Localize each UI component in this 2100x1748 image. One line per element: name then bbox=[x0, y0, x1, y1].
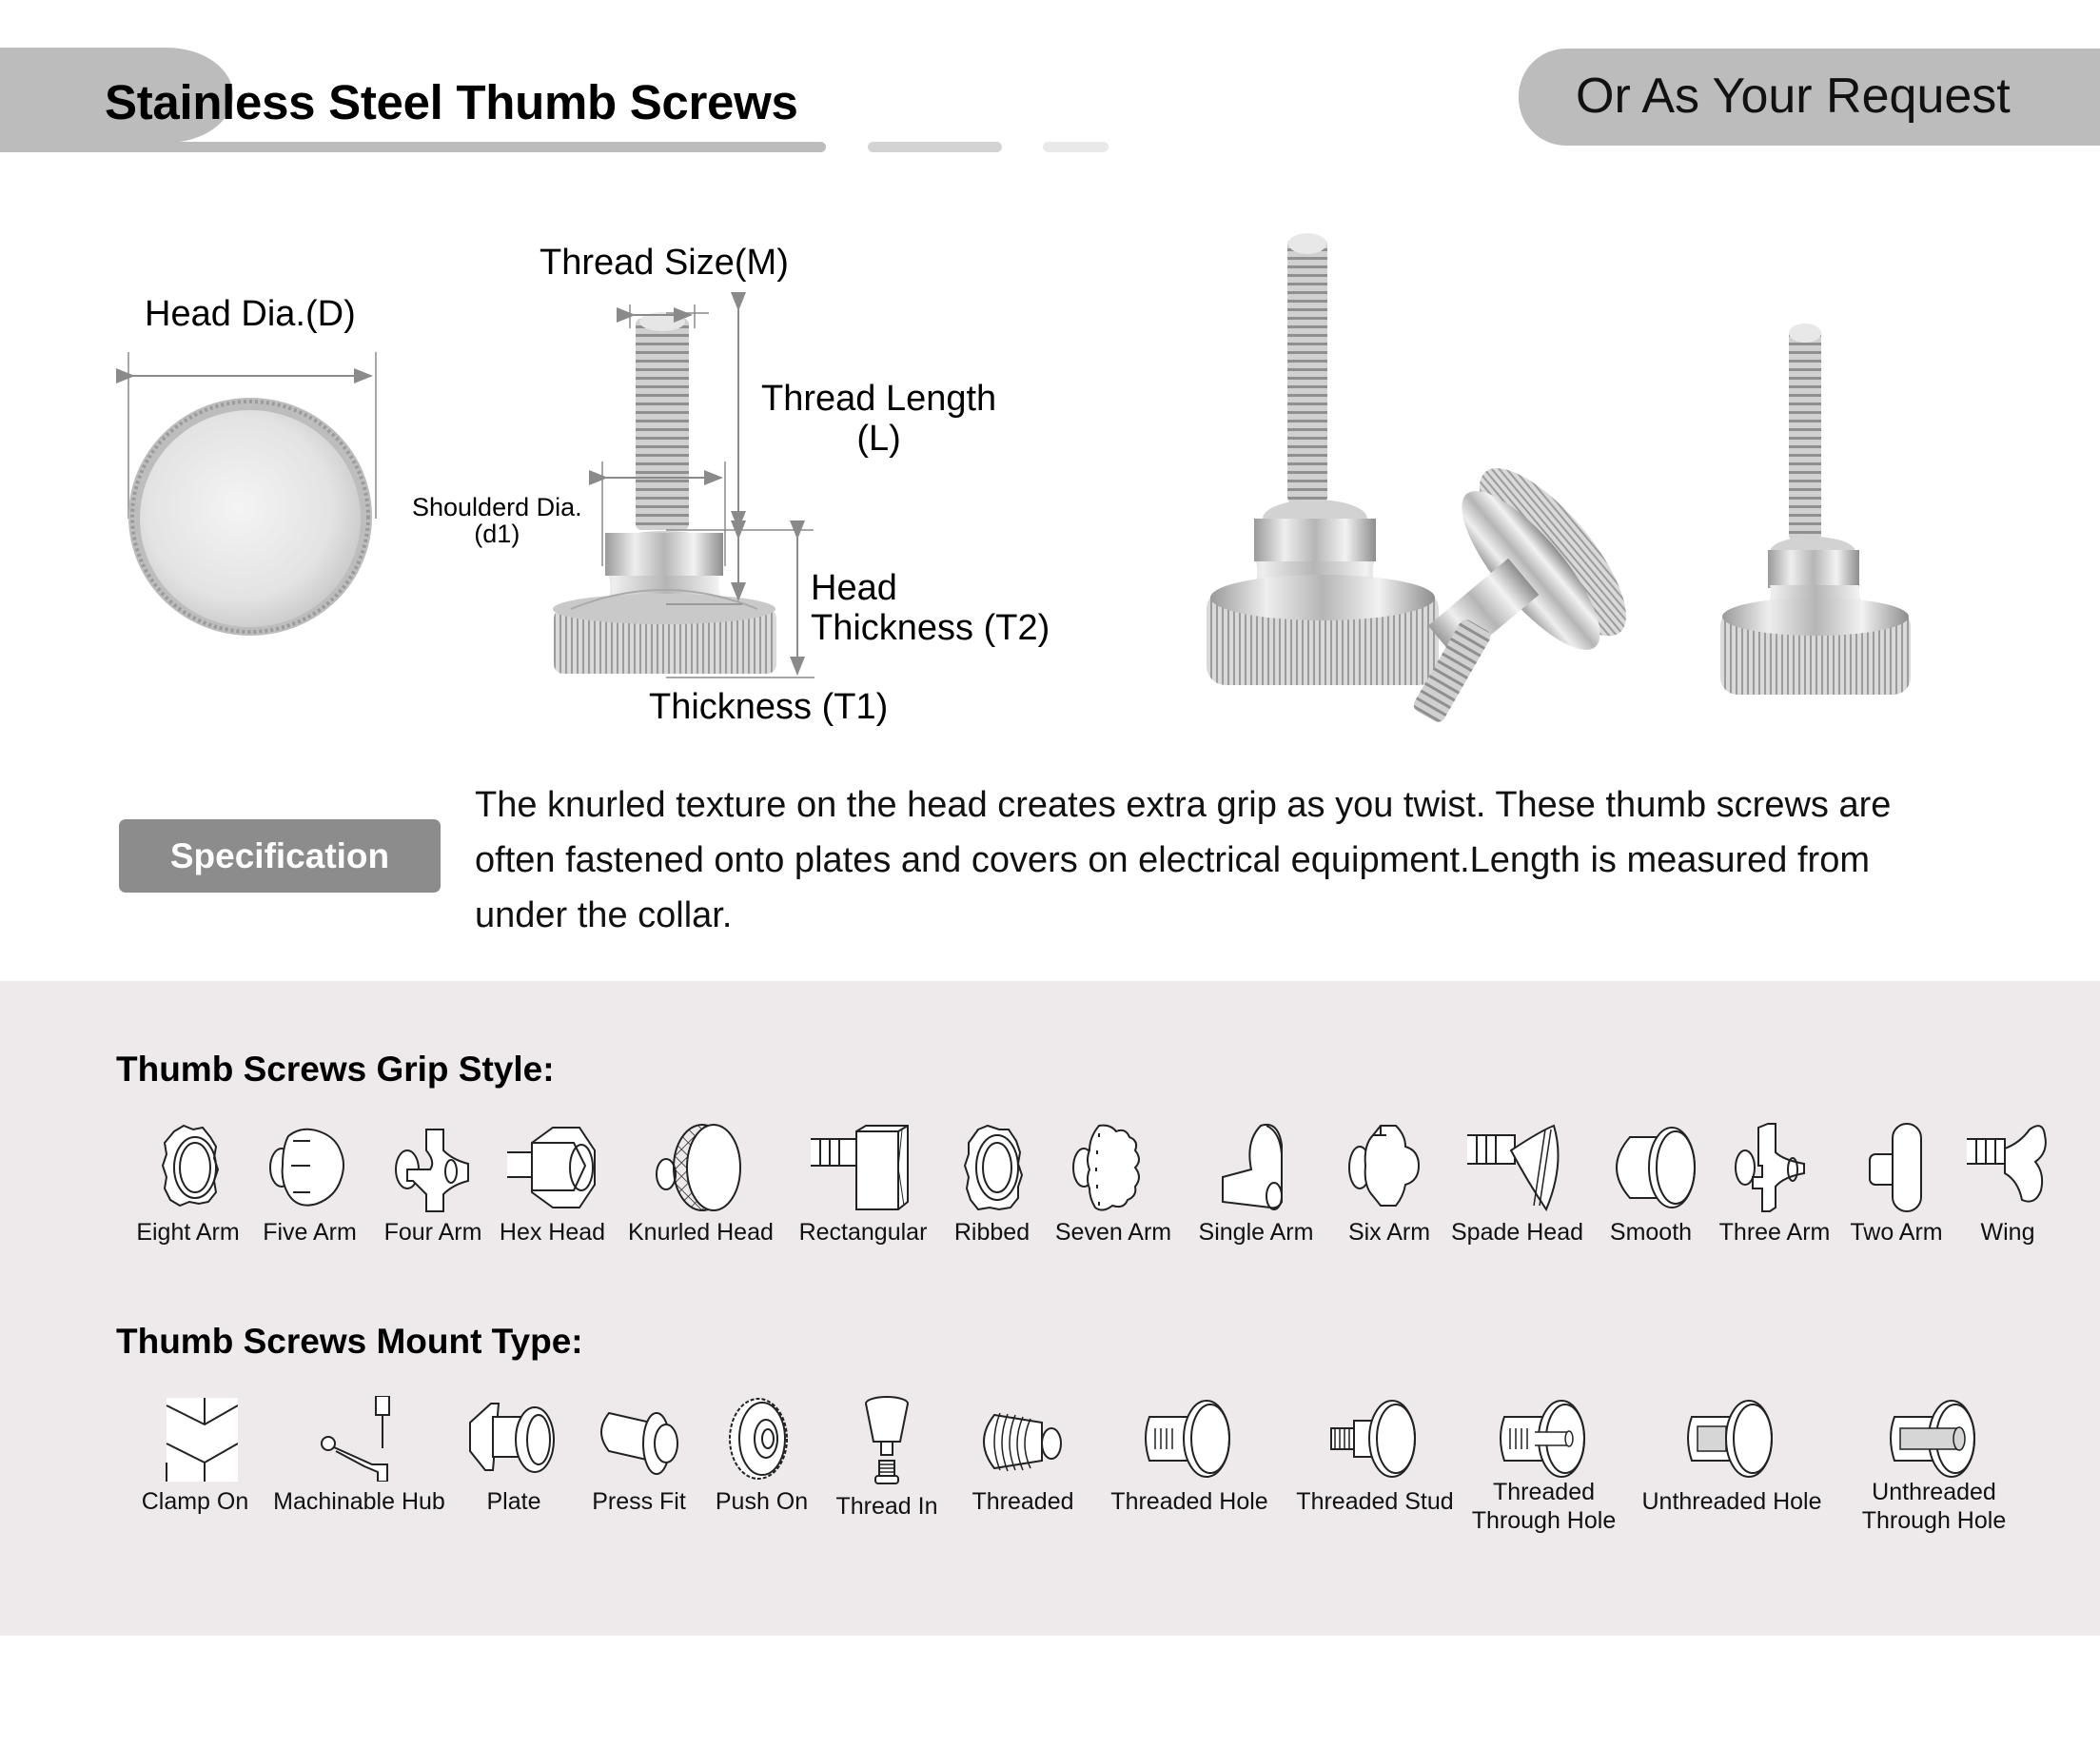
mount-type-label: Threaded bbox=[971, 1488, 1074, 1515]
push-on-icon bbox=[724, 1396, 800, 1482]
threaded-through-hole-icon bbox=[1497, 1396, 1592, 1482]
mount-type-label: Threaded Hole bbox=[1110, 1488, 1268, 1515]
four-arm-knob-icon bbox=[390, 1122, 476, 1212]
mount-type-label: Press Fit bbox=[592, 1488, 686, 1515]
grip-style-label: Two Arm bbox=[1850, 1219, 1943, 1246]
screw-side-view-icon bbox=[553, 304, 814, 678]
three-arm-knob-icon bbox=[1732, 1122, 1817, 1212]
grip-style-label: Smooth bbox=[1609, 1219, 1693, 1246]
grip-style-label: Four Arm bbox=[383, 1219, 482, 1246]
grip-style-item[interactable] bbox=[1337, 1122, 1442, 1247]
hex-head-icon bbox=[505, 1122, 600, 1212]
six-arm-knob-icon bbox=[1346, 1122, 1432, 1212]
press-fit-icon bbox=[592, 1396, 687, 1482]
rectangular-head-icon bbox=[809, 1122, 918, 1212]
machinable-hub-icon bbox=[317, 1396, 402, 1482]
grip-style-label: Ribbed bbox=[953, 1219, 1030, 1246]
grip-style-label: Six Arm bbox=[1347, 1219, 1431, 1246]
mount-type-item[interactable] bbox=[1289, 1396, 1461, 1516]
grip-style-label: Spade Head bbox=[1451, 1219, 1584, 1246]
grip-style-item[interactable] bbox=[1194, 1122, 1318, 1247]
mount-type-title: Thumb Screws Mount Type: bbox=[116, 1322, 583, 1361]
wing-head-icon bbox=[1965, 1122, 2051, 1212]
grip-style-item[interactable] bbox=[1451, 1122, 1584, 1247]
grip-style-item[interactable] bbox=[628, 1122, 774, 1247]
single-arm-knob-icon bbox=[1213, 1122, 1299, 1212]
grip-style-item[interactable] bbox=[947, 1122, 1037, 1247]
thickness-label: Thickness (T1) bbox=[649, 687, 889, 727]
grip-style-item[interactable] bbox=[1955, 1122, 2060, 1247]
mount-type-label: Plate bbox=[486, 1488, 541, 1515]
mount-type-label: Threaded Stud bbox=[1296, 1488, 1454, 1515]
head-thickness-label: Head Thickness (T2) bbox=[811, 568, 1050, 648]
five-arm-knob-icon bbox=[265, 1122, 355, 1212]
product-photo bbox=[1207, 233, 1911, 761]
mount-type-item[interactable] bbox=[271, 1396, 447, 1516]
threaded-stud-icon bbox=[1327, 1396, 1423, 1482]
grip-style-label: Single Arm bbox=[1198, 1219, 1314, 1246]
unthreaded-through-hole-icon bbox=[1887, 1396, 1982, 1482]
grip-style-label: Three Arm bbox=[1718, 1219, 1831, 1246]
grip-style-label: Hex Head bbox=[499, 1219, 606, 1246]
mount-type-label: Threaded Through Hole bbox=[1471, 1479, 1617, 1534]
head-top-view-icon bbox=[128, 352, 376, 636]
grip-style-item[interactable] bbox=[133, 1122, 243, 1247]
mount-type-label: Unthreaded Hole bbox=[1641, 1488, 1822, 1515]
mount-type-item[interactable] bbox=[1465, 1396, 1622, 1535]
grip-style-item[interactable] bbox=[1051, 1122, 1175, 1247]
grip-style-item[interactable] bbox=[255, 1122, 364, 1247]
plate-mount-icon bbox=[466, 1396, 561, 1482]
spade-head-icon bbox=[1465, 1122, 1565, 1212]
unthreaded-hole-icon bbox=[1684, 1396, 1779, 1482]
grip-style-item[interactable] bbox=[1589, 1122, 1713, 1247]
screw-dimension-illustration bbox=[0, 0, 2100, 761]
specification-badge: Specification bbox=[119, 819, 441, 893]
grip-style-title: Thumb Screws Grip Style: bbox=[116, 1050, 555, 1089]
grip-style-label: Eight Arm bbox=[136, 1219, 240, 1246]
grip-style-label: Five Arm bbox=[263, 1219, 357, 1246]
mount-type-item[interactable] bbox=[961, 1396, 1085, 1516]
smooth-head-icon bbox=[1601, 1122, 1701, 1212]
mount-type-label: Thread In bbox=[835, 1493, 938, 1520]
thread-size-label: Thread Size(M) bbox=[540, 243, 789, 283]
mount-type-item[interactable] bbox=[1851, 1396, 2017, 1535]
page-title: Stainless Steel Thumb Screws bbox=[105, 75, 798, 129]
mount-type-item[interactable] bbox=[1104, 1396, 1275, 1516]
grip-style-item[interactable] bbox=[1717, 1122, 1832, 1247]
mount-type-item[interactable] bbox=[1641, 1396, 1822, 1516]
shoulder-dia-label: Shoulderd Dia. (d1) bbox=[412, 493, 582, 549]
knurled-head-icon bbox=[655, 1122, 745, 1212]
mount-type-label: Push On bbox=[715, 1488, 809, 1515]
mount-type-label: Clamp On bbox=[141, 1488, 249, 1515]
mount-type-label: Machinable Hub bbox=[273, 1488, 445, 1515]
threaded-hole-icon bbox=[1142, 1396, 1237, 1482]
custom-request-label: Or As Your Request bbox=[1576, 69, 2011, 124]
grip-style-item[interactable] bbox=[381, 1122, 485, 1247]
mount-type-item[interactable] bbox=[133, 1396, 257, 1516]
seven-arm-knob-icon bbox=[1070, 1122, 1156, 1212]
grip-style-label: Rectangular bbox=[798, 1219, 928, 1246]
head-dia-label: Head Dia.(D) bbox=[145, 294, 356, 334]
eight-arm-knob-icon bbox=[146, 1122, 231, 1212]
grip-style-item[interactable] bbox=[1844, 1122, 1949, 1247]
mount-type-item[interactable] bbox=[830, 1396, 944, 1521]
grip-style-label: Seven Arm bbox=[1054, 1219, 1172, 1246]
mount-type-item[interactable] bbox=[707, 1396, 816, 1516]
ribbed-knob-icon bbox=[952, 1122, 1032, 1212]
grip-style-item[interactable] bbox=[498, 1122, 607, 1247]
thread-length-label: Thread Length (L) bbox=[761, 379, 997, 459]
two-arm-knob-icon bbox=[1858, 1122, 1934, 1212]
mount-type-item[interactable] bbox=[457, 1396, 571, 1516]
catalog-panel bbox=[0, 981, 2100, 1636]
grip-style-label: Knurled Head bbox=[628, 1219, 774, 1246]
grip-style-label: Wing bbox=[1980, 1219, 2035, 1246]
specification-text: The knurled texture on the head creates extra grip as you twist. These thumb screws are often fastened onto plates and covers on electrical equipment.Length is measured from under the collar. bbox=[475, 785, 1892, 935]
threaded-icon bbox=[975, 1396, 1070, 1482]
mount-type-label: Unthreaded Through Hole bbox=[1861, 1479, 2007, 1534]
mount-type-item[interactable] bbox=[584, 1396, 694, 1516]
thread-in-icon bbox=[858, 1396, 915, 1486]
grip-style-item[interactable] bbox=[792, 1122, 934, 1247]
clamp-on-icon bbox=[152, 1396, 238, 1482]
